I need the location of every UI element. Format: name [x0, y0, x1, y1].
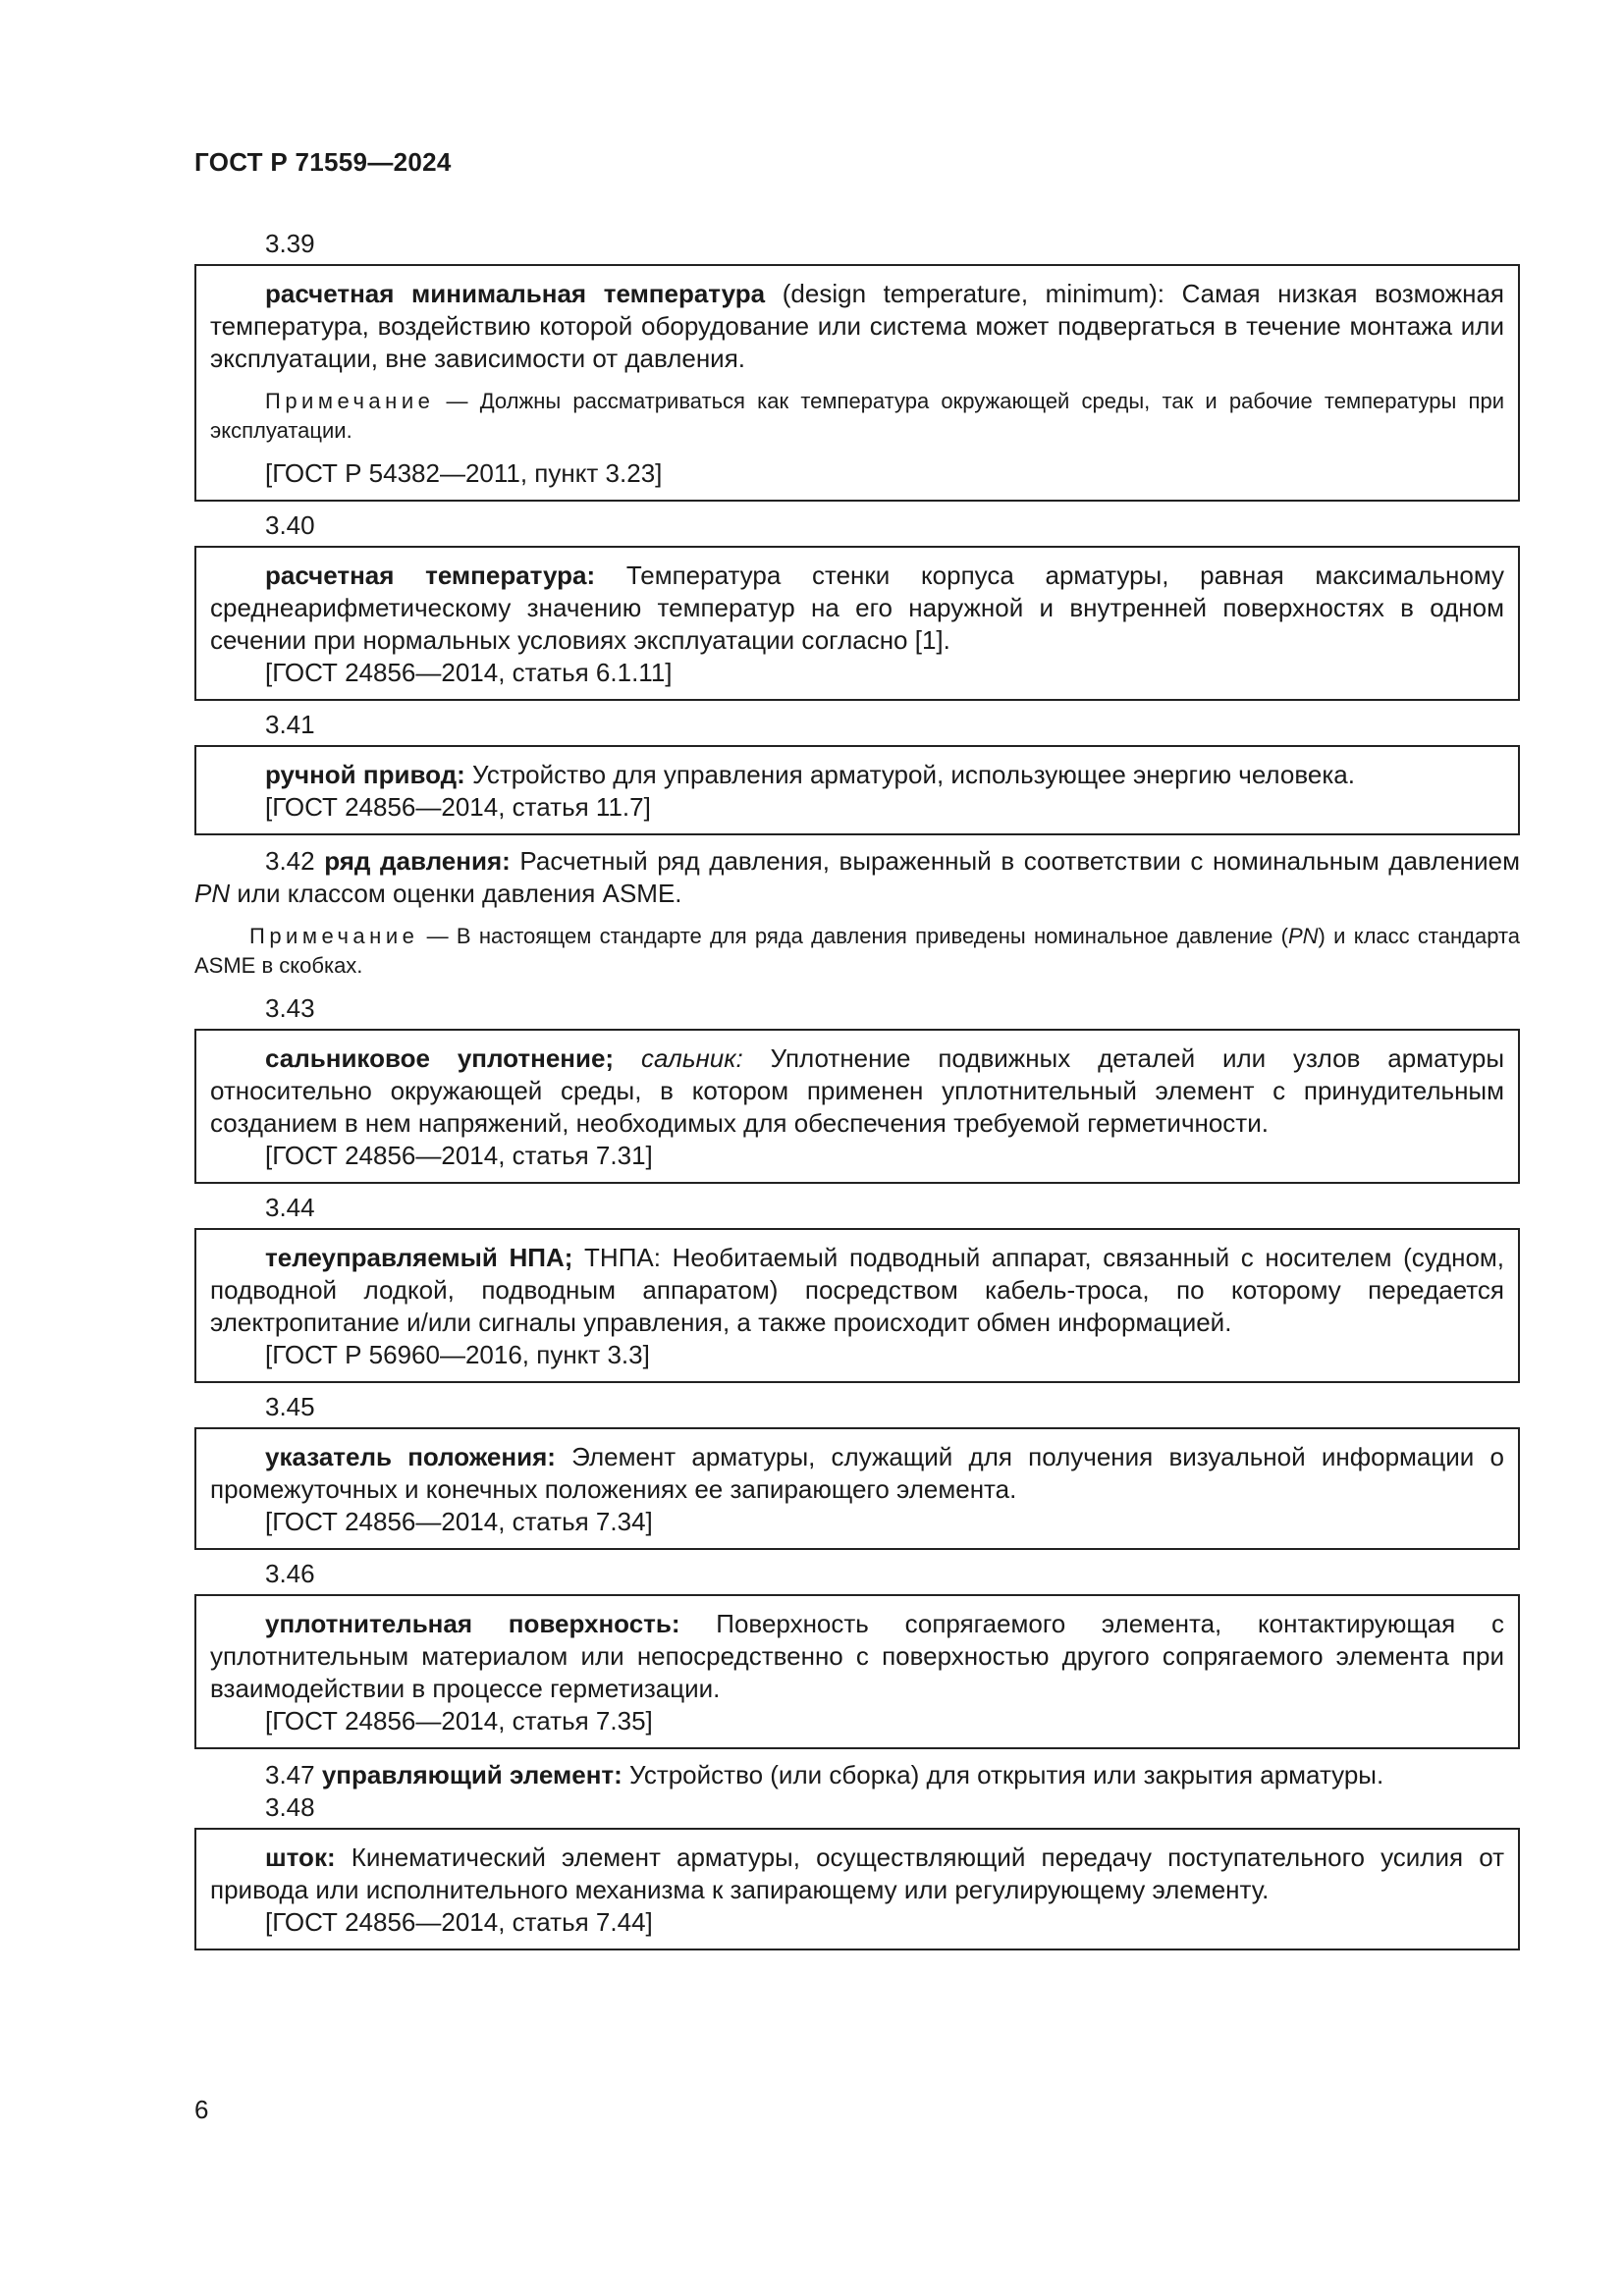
term-box-3-46: [194, 1594, 1520, 1749]
term-box-3-41: [194, 745, 1520, 835]
term-reference: [ГОСТ 24856—2014, статья 11.7]: [265, 792, 651, 822]
term-number-3-48: 3.48: [265, 1792, 315, 1822]
term-name: ручной привод:: [265, 760, 465, 789]
term-definition: [210, 1608, 1504, 1705]
term-definition: [210, 278, 1504, 375]
term-number-3-47: 3.47: [265, 1760, 315, 1789]
term-definition-text: (design temperature, minimum): Самая низкая возможная температура, воздействию которой оборудование или система может подвергаться в течение монтажа или эксплуатации, вне зависимости от давления.: [210, 279, 1504, 373]
term-definition-text: Устройство (или сборка) для открытия или закрытия арматуры.: [622, 1760, 1384, 1789]
term-definition-text: Устройство для управления арматурой, использующее энергию человека.: [464, 760, 1355, 789]
term-name: сальниковое уплотнение;: [265, 1043, 615, 1073]
page-header: ГОСТ Р 71559—2024: [194, 147, 452, 177]
term-name: управляющий элемент:: [321, 1760, 623, 1789]
term-number-3-46: 3.46: [265, 1559, 315, 1588]
term-definition-text: Уплотнение подвижных деталей или узлов арматуры относительно окружающей среды, в котором применен уплотнительный элемент с принудительным созданием в нем напряжений, необходимых для обеспечения требуемой герметичности.: [210, 1043, 1505, 1138]
term-note: [210, 387, 1504, 446]
term-definition-text: ТНПА: Необитаемый подводный аппарат, связанный с носителем (судном, подводной лодкой, подводным аппаратом) посредством кабель-троса, по которому передается электропитание и/или сигналы управления, а также происходит обмен информацией.: [210, 1243, 1505, 1337]
term-name: расчетная минимальная температура: [265, 279, 766, 308]
term-box-3-43: [194, 1029, 1520, 1184]
term-reference: [ГОСТ Р 54382—2011, пункт 3.23]: [265, 458, 663, 488]
note-label: Примечание: [265, 389, 435, 413]
term-reference: [ГОСТ 24856—2014, статья 6.1.11]: [265, 658, 673, 687]
term-definition: [210, 1441, 1504, 1506]
term-number-3-41: 3.41: [265, 710, 315, 739]
term-definition: [210, 759, 1504, 791]
term-definition-text: Кинематический элемент арматуры, осуществляющий передачу поступательного усилия от привода или исполнительного механизма к запирающему или регулирующему элементу.: [210, 1842, 1504, 1904]
term-reference: [ГОСТ 24856—2014, статья 7.44]: [265, 1907, 653, 1937]
term-definition-text: Поверхность сопрягаемого элемента, контактирующая с уплотнительным материалом или непосредственно с поверхностью другого сопрягаемого элемента при взаимодействии в процессе герметизации.: [210, 1609, 1504, 1703]
term-number-3-45: 3.45: [265, 1392, 315, 1421]
page-number: 6: [194, 2095, 209, 2124]
term-box-3-40: [194, 546, 1520, 701]
term-3-47: [194, 1759, 1520, 1791]
term-name: уплотнительная поверхность:: [265, 1609, 680, 1638]
term-name: шток:: [265, 1842, 336, 1872]
term-box-3-48: [194, 1828, 1520, 1950]
term-definition: [210, 1842, 1504, 1906]
term-number-3-44: 3.44: [265, 1193, 315, 1222]
term-reference: [ГОСТ 24856—2014, статья 7.31]: [265, 1141, 653, 1170]
terms-section: [194, 222, 1520, 1958]
term-box-3-44: [194, 1228, 1520, 1383]
term-number-3-42: 3.42: [265, 846, 315, 876]
term-definition-text: Температура стенки корпуса арматуры, равная максимальному среднеарифметическому значению температур на его наружной и внутренней поверхностях в одном сечении при нормальных условиях эксплуатации согласно [1].: [210, 561, 1504, 655]
pn-symbol: PN: [194, 879, 231, 908]
pn-symbol: PN: [1287, 924, 1319, 948]
term-name: указатель положения:: [265, 1442, 556, 1471]
term-definition-text: Элемент арматуры, служащий для получения визуальной информации о промежуточных и конечных положениях ее запирающего элемента.: [210, 1442, 1504, 1504]
term-number-3-40: 3.40: [265, 510, 315, 540]
term-3-42: 3.42 ряд давления: Расчетный ряд давления, выраженный в соответствии с номинальным давлением PN или классом оценки давления ASME.: [194, 846, 1520, 908]
term-reference: [ГОСТ 24856—2014, статья 7.35]: [265, 1706, 653, 1735]
term-note-3-42: Примечание — В настоящем стандарте для ряда давления приведены номинальное давление (PN) и класс стандарта ASME в скобках.: [194, 924, 1521, 978]
term-definition: [210, 560, 1504, 657]
term-synonym: сальник:: [640, 1043, 743, 1073]
term-reference: [ГОСТ 24856—2014, статья 7.34]: [265, 1507, 653, 1536]
note-label: Примечание: [249, 924, 419, 948]
term-name: телеуправляемый НПА;: [265, 1243, 573, 1272]
term-name: ряд давления:: [324, 846, 511, 876]
term-number-3-43: 3.43: [265, 993, 315, 1023]
term-reference: [ГОСТ Р 56960—2016, пункт 3.3]: [265, 1340, 650, 1369]
term-box-3-39: [194, 264, 1520, 502]
note-text: — Должны рассматриваться как температура окружающей среды, так и рабочие температуры при эксплуатации.: [210, 389, 1504, 443]
term-name: расчетная температура:: [265, 561, 596, 590]
term-box-3-45: [194, 1427, 1520, 1550]
term-definition: [210, 1042, 1504, 1140]
term-number-3-39: 3.39: [265, 229, 315, 258]
term-definition: [210, 1242, 1504, 1339]
